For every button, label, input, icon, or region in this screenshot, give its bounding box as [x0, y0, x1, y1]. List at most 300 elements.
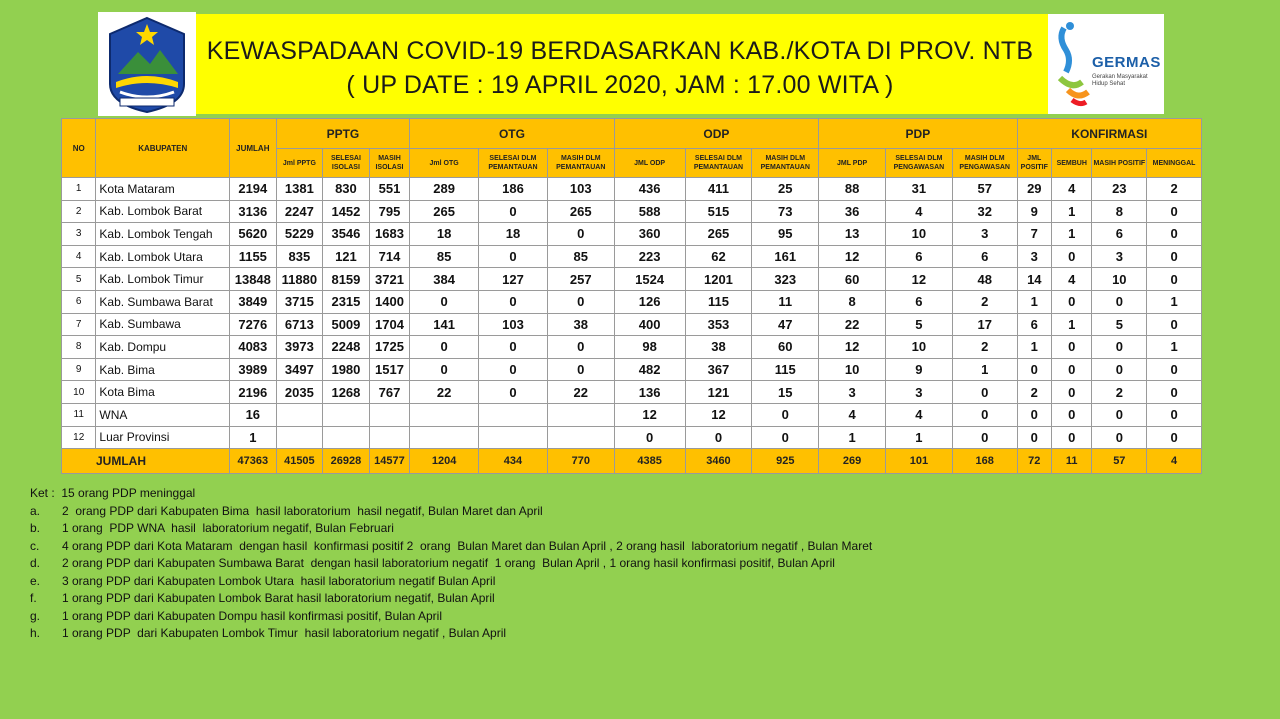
- total-value-cell: 101: [886, 449, 953, 474]
- value-cell: 3497: [276, 358, 323, 381]
- value-cell: 14: [1017, 268, 1051, 291]
- total-value-cell: 11: [1052, 449, 1092, 474]
- value-cell: 2196: [230, 381, 277, 404]
- title-line-1: KEWASPADAAN COVID-19 BERDASARKAN KAB./KOTA DI PROV. NTB: [206, 37, 1034, 65]
- value-cell: 0: [1092, 426, 1147, 449]
- covid-data-table: [61, 118, 1202, 474]
- sub-header-cell: Jml PPTG: [276, 149, 323, 178]
- notes-ket: Ket : 15 orang PDP meninggal: [30, 486, 196, 500]
- value-cell: 0: [685, 426, 752, 449]
- value-cell: 1: [230, 426, 277, 449]
- value-cell: 10: [886, 223, 953, 246]
- value-cell: 0: [479, 336, 548, 359]
- value-cell: 6: [886, 290, 953, 313]
- value-cell: 62: [685, 245, 752, 268]
- value-cell: 1155: [230, 245, 277, 268]
- note-item: [30, 503, 1130, 521]
- value-cell: [410, 403, 479, 426]
- sub-header-cell: MENINGGAL: [1147, 149, 1202, 178]
- value-cell: 0: [1147, 313, 1202, 336]
- value-cell: 12: [614, 403, 685, 426]
- value-cell: 0: [752, 403, 819, 426]
- value-cell: 0: [410, 336, 479, 359]
- value-cell: 0: [1052, 426, 1092, 449]
- sub-header-cell: MASIH DLM PEMANTAUAN: [752, 149, 819, 178]
- header-odp: ODP: [614, 119, 819, 149]
- value-cell: 22: [819, 313, 886, 336]
- value-cell: 3: [1017, 245, 1051, 268]
- row-number-cell: 10: [62, 381, 96, 404]
- value-cell: 515: [685, 200, 752, 223]
- value-cell: 4: [1052, 178, 1092, 201]
- value-cell: 1704: [369, 313, 410, 336]
- value-cell: 835: [276, 245, 323, 268]
- total-value-cell: 434: [479, 449, 548, 474]
- value-cell: 3721: [369, 268, 410, 291]
- value-cell: 15: [752, 381, 819, 404]
- value-cell: 1452: [323, 200, 370, 223]
- total-value-cell: 770: [547, 449, 614, 474]
- table-row: [62, 268, 1202, 291]
- value-cell: 1980: [323, 358, 370, 381]
- value-cell: 257: [547, 268, 614, 291]
- value-cell: 0: [1092, 336, 1147, 359]
- value-cell: 1: [1052, 313, 1092, 336]
- table-row: [62, 290, 1202, 313]
- value-cell: 5: [1092, 313, 1147, 336]
- value-cell: 127: [479, 268, 548, 291]
- value-cell: 10: [886, 336, 953, 359]
- sub-header-cell: JML POSITIF: [1017, 149, 1051, 178]
- value-cell: 32: [952, 200, 1017, 223]
- value-cell: 830: [323, 178, 370, 201]
- sub-header-cell: JML ODP: [614, 149, 685, 178]
- value-cell: 16: [230, 403, 277, 426]
- note-item: [30, 555, 1130, 573]
- total-value-cell: 168: [952, 449, 1017, 474]
- row-number-cell: 1: [62, 178, 96, 201]
- value-cell: 85: [547, 245, 614, 268]
- kabupaten-name-cell: Kab. Bima: [96, 358, 230, 381]
- row-number-cell: 11: [62, 403, 96, 426]
- table-row: [62, 336, 1202, 359]
- value-cell: 8: [819, 290, 886, 313]
- value-cell: 0: [479, 290, 548, 313]
- total-value-cell: 269: [819, 449, 886, 474]
- value-cell: 0: [1092, 290, 1147, 313]
- value-cell: 11880: [276, 268, 323, 291]
- value-cell: 1683: [369, 223, 410, 246]
- value-cell: 1268: [323, 381, 370, 404]
- row-number-cell: 5: [62, 268, 96, 291]
- value-cell: [369, 403, 410, 426]
- value-cell: 186: [479, 178, 548, 201]
- note-text: 4 orang PDP dari Kota Mataram dengan hasil konfirmasi positif 2 orang Bulan Maret dan Bulan April , 2 orang hasil laboratorium negatif , Bulan Maret: [62, 538, 873, 553]
- value-cell: 0: [547, 336, 614, 359]
- value-cell: 1: [1017, 336, 1051, 359]
- value-cell: 0: [547, 223, 614, 246]
- kabupaten-name-cell: Kab. Lombok Timur: [96, 268, 230, 291]
- total-value-cell: 3460: [685, 449, 752, 474]
- value-cell: 0: [1147, 245, 1202, 268]
- note-item: [30, 538, 1130, 556]
- value-cell: 0: [952, 381, 1017, 404]
- page-title: [200, 34, 1040, 102]
- value-cell: 0: [1147, 426, 1202, 449]
- value-cell: 0: [1052, 290, 1092, 313]
- value-cell: 0: [1052, 403, 1092, 426]
- sub-header-cell: MASIH POSITIF: [1092, 149, 1147, 178]
- value-cell: 6: [1017, 313, 1051, 336]
- value-cell: 0: [1017, 426, 1051, 449]
- value-cell: 6: [1092, 223, 1147, 246]
- value-cell: 9: [1017, 200, 1051, 223]
- total-value-cell: 925: [752, 449, 819, 474]
- table-body: [62, 178, 1202, 449]
- sub-header-cell: MASIH DLM PENGAWASAN: [952, 149, 1017, 178]
- note-text: 1 orang PDP dari Kabupaten Dompu hasil konfirmasi positif, Bulan April: [62, 608, 442, 623]
- note-text: 1 orang PDP dari Kabupaten Lombok Timur hasil laboratorium negatif , Bulan April: [62, 626, 507, 640]
- value-cell: 2: [952, 336, 1017, 359]
- value-cell: 3: [952, 223, 1017, 246]
- value-cell: 98: [614, 336, 685, 359]
- value-cell: 0: [410, 358, 479, 381]
- value-cell: 3: [886, 381, 953, 404]
- value-cell: 12: [886, 268, 953, 291]
- kabupaten-name-cell: WNA: [96, 403, 230, 426]
- value-cell: 1517: [369, 358, 410, 381]
- value-cell: 0: [1147, 223, 1202, 246]
- header-kabupaten: KABUPATEN: [96, 119, 230, 178]
- header-pptg: PPTG: [276, 119, 410, 149]
- value-cell: 1381: [276, 178, 323, 201]
- note-letter: h.: [30, 626, 41, 640]
- value-cell: 1: [886, 426, 953, 449]
- total-value-cell: 4: [1147, 449, 1202, 474]
- value-cell: 4: [886, 200, 953, 223]
- note-item: [30, 625, 1130, 643]
- value-cell: 1201: [685, 268, 752, 291]
- sub-header-cell: MASIH DLM PEMANTAUAN: [547, 149, 614, 178]
- total-value-cell: 41505: [276, 449, 323, 474]
- total-value-cell: 47363: [230, 449, 277, 474]
- value-cell: 6713: [276, 313, 323, 336]
- value-cell: 1725: [369, 336, 410, 359]
- kabupaten-name-cell: Luar Provinsi: [96, 426, 230, 449]
- value-cell: 22: [547, 381, 614, 404]
- value-cell: 3136: [230, 200, 277, 223]
- value-cell: 0: [1052, 245, 1092, 268]
- value-cell: 88: [819, 178, 886, 201]
- ntb-emblem-icon: [98, 12, 196, 116]
- value-cell: 0: [952, 403, 1017, 426]
- value-cell: [323, 426, 370, 449]
- note-item: [30, 520, 1130, 538]
- value-cell: 353: [685, 313, 752, 336]
- kabupaten-name-cell: Kota Bima: [96, 381, 230, 404]
- value-cell: 0: [479, 245, 548, 268]
- value-cell: [479, 403, 548, 426]
- value-cell: 0: [1052, 381, 1092, 404]
- note-letter: b.: [30, 521, 41, 535]
- value-cell: 0: [479, 381, 548, 404]
- note-text: 2 orang PDP dari Kabupaten Bima hasil laboratorium hasil negatif, Bulan Maret dan April: [62, 503, 543, 518]
- value-cell: 17: [952, 313, 1017, 336]
- value-cell: [323, 403, 370, 426]
- value-cell: 0: [1092, 358, 1147, 381]
- value-cell: 0: [410, 290, 479, 313]
- row-number-cell: 12: [62, 426, 96, 449]
- total-value-cell: 72: [1017, 449, 1051, 474]
- value-cell: 2248: [323, 336, 370, 359]
- value-cell: 3546: [323, 223, 370, 246]
- value-cell: 38: [685, 336, 752, 359]
- note-text: 3 orang PDP dari Kabupaten Lombok Utara hasil laboratorium negatif Bulan April: [62, 573, 496, 588]
- kabupaten-name-cell: Kab. Lombok Tengah: [96, 223, 230, 246]
- title-line-2: ( UP DATE : 19 APRIL 2020, JAM : 17.00 WITA ): [346, 71, 894, 99]
- value-cell: 2: [1017, 381, 1051, 404]
- value-cell: [276, 403, 323, 426]
- value-cell: 36: [819, 200, 886, 223]
- value-cell: 2: [1147, 178, 1202, 201]
- table-row: [62, 403, 1202, 426]
- notes-section: [30, 485, 1130, 643]
- notes-list: [30, 503, 1130, 643]
- kabupaten-name-cell: Kab. Dompu: [96, 336, 230, 359]
- value-cell: 3715: [276, 290, 323, 313]
- sub-header-cell: SEMBUH: [1052, 149, 1092, 178]
- row-number-cell: 6: [62, 290, 96, 313]
- total-label-cell: JUMLAH: [62, 449, 230, 474]
- value-cell: 360: [614, 223, 685, 246]
- value-cell: 289: [410, 178, 479, 201]
- value-cell: 31: [886, 178, 953, 201]
- table-row: [62, 200, 1202, 223]
- table-row: [62, 223, 1202, 246]
- table-row: [62, 358, 1202, 381]
- value-cell: 10: [819, 358, 886, 381]
- value-cell: 95: [752, 223, 819, 246]
- note-item: [30, 590, 1130, 608]
- value-cell: 767: [369, 381, 410, 404]
- value-cell: 1: [1017, 290, 1051, 313]
- header-pdp: PDP: [819, 119, 1017, 149]
- header-konfirmasi: KONFIRMASI: [1017, 119, 1201, 149]
- note-text: 2 orang PDP dari Kabupaten Sumbawa Barat dengan hasil laboratorium negatif 1 orang Bulan April , 1 orang hasil konfirmasi positif, Bulan April: [62, 556, 835, 570]
- value-cell: 0: [1017, 358, 1051, 381]
- value-cell: 2194: [230, 178, 277, 201]
- value-cell: 3973: [276, 336, 323, 359]
- value-cell: 0: [752, 426, 819, 449]
- value-cell: 588: [614, 200, 685, 223]
- sub-header-cell: SELESAI DLM PEMANTAUAN: [685, 149, 752, 178]
- value-cell: 18: [479, 223, 548, 246]
- total-row: [62, 449, 1202, 474]
- value-cell: 5009: [323, 313, 370, 336]
- value-cell: 5: [886, 313, 953, 336]
- value-cell: 47: [752, 313, 819, 336]
- value-cell: 12: [819, 245, 886, 268]
- value-cell: 3849: [230, 290, 277, 313]
- row-number-cell: 3: [62, 223, 96, 246]
- value-cell: 8159: [323, 268, 370, 291]
- value-cell: 4083: [230, 336, 277, 359]
- value-cell: 3989: [230, 358, 277, 381]
- value-cell: 85: [410, 245, 479, 268]
- value-cell: 103: [547, 178, 614, 201]
- value-cell: 0: [952, 426, 1017, 449]
- note-letter: d.: [30, 556, 41, 570]
- value-cell: 60: [819, 268, 886, 291]
- value-cell: 9: [886, 358, 953, 381]
- sub-header-cell: SELESAI ISOLASI: [323, 149, 370, 178]
- table-row: [62, 313, 1202, 336]
- value-cell: 7: [1017, 223, 1051, 246]
- value-cell: 2315: [323, 290, 370, 313]
- note-letter: c.: [30, 538, 40, 553]
- value-cell: 13: [819, 223, 886, 246]
- row-number-cell: 8: [62, 336, 96, 359]
- value-cell: 0: [1147, 268, 1202, 291]
- value-cell: 714: [369, 245, 410, 268]
- header-otg: OTG: [410, 119, 614, 149]
- value-cell: 0: [1017, 403, 1051, 426]
- kabupaten-name-cell: Kab. Sumbawa: [96, 313, 230, 336]
- value-cell: 1: [1147, 290, 1202, 313]
- value-cell: 0: [1147, 358, 1202, 381]
- value-cell: 436: [614, 178, 685, 201]
- row-number-cell: 9: [62, 358, 96, 381]
- value-cell: 11: [752, 290, 819, 313]
- sub-header-cell: SELESAI DLM PENGAWASAN: [886, 149, 953, 178]
- value-cell: 2035: [276, 381, 323, 404]
- value-cell: 4: [819, 403, 886, 426]
- value-cell: 22: [410, 381, 479, 404]
- note-letter: e.: [30, 573, 41, 588]
- value-cell: 38: [547, 313, 614, 336]
- header-no: NO: [62, 119, 96, 178]
- value-cell: 3: [1092, 245, 1147, 268]
- header-jumlah: JUMLAH: [230, 119, 277, 178]
- value-cell: 323: [752, 268, 819, 291]
- value-cell: 0: [1052, 336, 1092, 359]
- value-cell: 6: [952, 245, 1017, 268]
- value-cell: 2: [952, 290, 1017, 313]
- value-cell: 384: [410, 268, 479, 291]
- value-cell: 5229: [276, 223, 323, 246]
- value-cell: 6: [886, 245, 953, 268]
- value-cell: 367: [685, 358, 752, 381]
- kabupaten-name-cell: Kota Mataram: [96, 178, 230, 201]
- row-number-cell: 7: [62, 313, 96, 336]
- value-cell: 103: [479, 313, 548, 336]
- value-cell: 4: [886, 403, 953, 426]
- value-cell: 0: [614, 426, 685, 449]
- value-cell: 115: [752, 358, 819, 381]
- germas-figure-icon: [1050, 20, 1094, 110]
- value-cell: 411: [685, 178, 752, 201]
- value-cell: 161: [752, 245, 819, 268]
- value-cell: 121: [323, 245, 370, 268]
- sub-header-cell: Jml OTG: [410, 149, 479, 178]
- value-cell: 551: [369, 178, 410, 201]
- row-number-cell: 4: [62, 245, 96, 268]
- germas-wordmark: GERMAS: [1092, 54, 1161, 71]
- value-cell: 795: [369, 200, 410, 223]
- total-value-cell: 57: [1092, 449, 1147, 474]
- value-cell: 1: [1147, 336, 1202, 359]
- value-cell: 482: [614, 358, 685, 381]
- value-cell: [369, 426, 410, 449]
- total-value-cell: 4385: [614, 449, 685, 474]
- value-cell: [547, 426, 614, 449]
- value-cell: 400: [614, 313, 685, 336]
- value-cell: 5620: [230, 223, 277, 246]
- value-cell: 0: [479, 358, 548, 381]
- value-cell: 265: [410, 200, 479, 223]
- sub-header-cell: SELESAI DLM PEMANTAUAN: [479, 149, 548, 178]
- value-cell: 126: [614, 290, 685, 313]
- value-cell: 7276: [230, 313, 277, 336]
- value-cell: [479, 426, 548, 449]
- total-value-cell: 1204: [410, 449, 479, 474]
- kabupaten-name-cell: Kab. Lombok Barat: [96, 200, 230, 223]
- value-cell: 3: [819, 381, 886, 404]
- value-cell: 0: [1147, 200, 1202, 223]
- kabupaten-name-cell: Kab. Lombok Utara: [96, 245, 230, 268]
- value-cell: 1400: [369, 290, 410, 313]
- note-text: 1 orang PDP dari Kabupaten Lombok Barat hasil laboratorium negatif, Bulan April: [62, 591, 495, 605]
- value-cell: 141: [410, 313, 479, 336]
- value-cell: 136: [614, 381, 685, 404]
- value-cell: 223: [614, 245, 685, 268]
- note-item: [30, 608, 1130, 626]
- value-cell: 60: [752, 336, 819, 359]
- value-cell: 23: [1092, 178, 1147, 201]
- value-cell: 57: [952, 178, 1017, 201]
- value-cell: [547, 403, 614, 426]
- value-cell: 25: [752, 178, 819, 201]
- value-cell: 0: [1052, 358, 1092, 381]
- value-cell: [410, 426, 479, 449]
- value-cell: 1524: [614, 268, 685, 291]
- note-letter: g.: [30, 608, 41, 623]
- kabupaten-name-cell: Kab. Sumbawa Barat: [96, 290, 230, 313]
- note-text: 1 orang PDP WNA hasil laboratorium negatif, Bulan Februari: [62, 521, 394, 535]
- ntb-emblem-logo: [98, 12, 196, 116]
- value-cell: 48: [952, 268, 1017, 291]
- value-cell: 0: [1092, 403, 1147, 426]
- table-row: [62, 381, 1202, 404]
- value-cell: 1: [1052, 223, 1092, 246]
- note-letter: a.: [30, 503, 41, 518]
- value-cell: 10: [1092, 268, 1147, 291]
- value-cell: 1: [819, 426, 886, 449]
- value-cell: 265: [547, 200, 614, 223]
- note-letter: f.: [30, 591, 37, 605]
- value-cell: 12: [819, 336, 886, 359]
- value-cell: 13848: [230, 268, 277, 291]
- note-item: [30, 573, 1130, 591]
- value-cell: 8: [1092, 200, 1147, 223]
- value-cell: [276, 426, 323, 449]
- germas-subtitle: Gerakan Masyarakat Hidup Sehat: [1092, 74, 1148, 87]
- value-cell: 18: [410, 223, 479, 246]
- value-cell: 1: [1052, 200, 1092, 223]
- value-cell: 0: [479, 200, 548, 223]
- value-cell: 265: [685, 223, 752, 246]
- value-cell: 29: [1017, 178, 1051, 201]
